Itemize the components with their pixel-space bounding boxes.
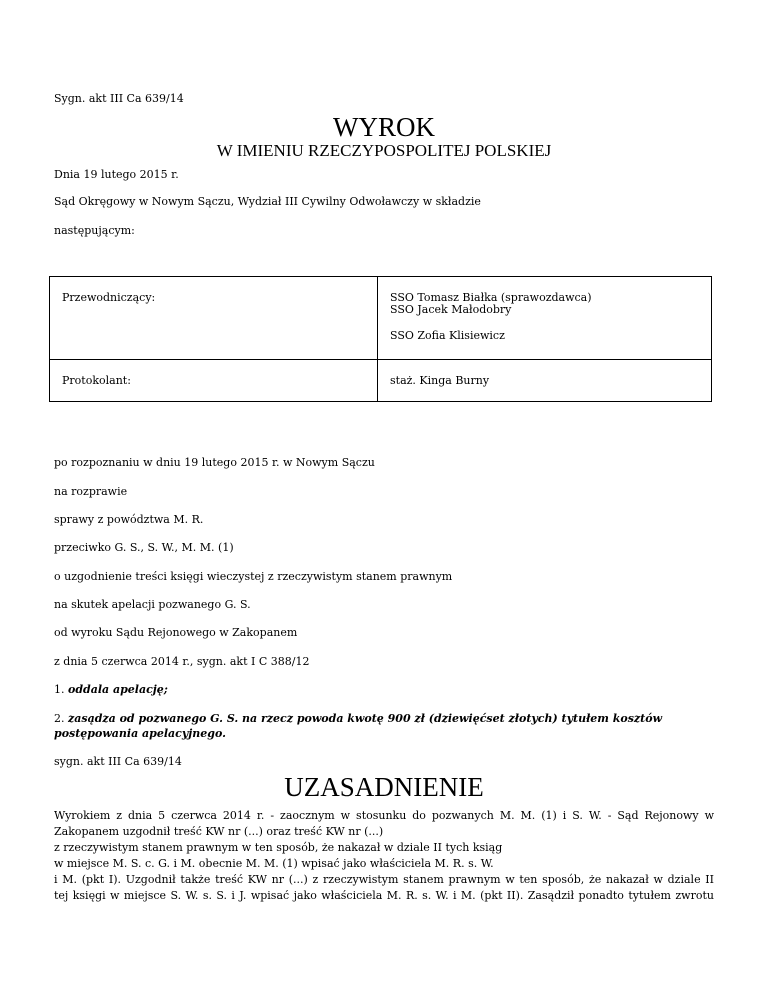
panel-judge-3: SSO Zofia Klisiewicz [390,329,505,342]
ruling-item-2 [54,712,662,726]
ruling-text: oddala apelację; [68,683,168,696]
panel-judge-1: SSO Tomasz Białka (sprawozdawca) [390,291,592,304]
justification-line: w miejsce M. S. c. G. i M. obecnie M. M. (1) wpisać jako właściciela M. R. s. W. [54,857,494,870]
document-heading: WYROK [333,112,435,142]
panel-row-clerk [50,360,712,402]
proceeding-line: po rozpoznaniu w dniu 19 lutego 2015 r. w Nowym Sączu [54,456,375,469]
proceeding-line: przeciwko G. S., S. W., M. M. (1) [54,541,234,554]
panel-judges-cell [378,277,712,360]
proceeding-line: na rozprawie [54,485,128,498]
panel-clerk-label-cell [50,360,378,402]
justification-line: Zakopanem uzgodnił treść KW nr (...) oraz treść KW nr (...) [54,825,384,838]
justification-line: Wyrokiem z dnia 5 czerwca 2014 r. - zaocznym w stosunku do pozwanych M. M. (1) i S. W. - Sąd Rejonowy w [54,809,714,822]
ruling-number: 1. [54,683,65,696]
document-subheading: W IMIENIU RZECZYPOSPOLITEJ POLSKIEJ [216,141,552,160]
panel-composition-table [49,276,712,402]
justification-heading: UZASADNIENIE [284,772,484,802]
panel-judge-2: SSO Jacek Małodobry [390,303,512,316]
court-line: Sąd Okręgowy w Nowym Sączu, Wydział III Cywilny Odwoławczy w składzie [54,195,481,208]
ruling-item-2-continued: postępowania apelacyjnego. [54,727,226,740]
ruling-number: 2. [54,712,65,725]
panel-row-chair [50,277,712,360]
justification-line: i M. (pkt I). Uzgodnił także treść KW nr (...) z rzeczywistym stanem prawnym w ten sposób, że nakazał w dziale II [54,873,714,886]
court-line-continued: następującym: [54,224,135,237]
case-signature-bottom: sygn. akt III Ca 639/14 [54,755,182,768]
ruling-text: zasądza od pozwanego G. S. na rzecz powoda kwotę 900 zł (dziewięćset złotych) tytułem kosztów [68,712,663,725]
proceeding-line: na skutek apelacji pozwanego G. S. [54,598,251,611]
panel-clerk-name-cell [378,360,712,402]
justification-paragraph [54,808,714,904]
justification-line: tej księgi w miejsce S. W. s. S. i J. wpisać jako właściciela M. R. s. W. i M. (pkt II). Zasądził ponadto tytułem zwrotu [54,889,714,902]
ruling-item-1 [54,683,168,697]
proceeding-line: od wyroku Sądu Rejonowego w Zakopanem [54,626,298,639]
panel-chair-label: Przewodniczący: [62,291,156,304]
case-signature-top: Sygn. akt III Ca 639/14 [54,92,184,105]
date-line: Dnia 19 lutego 2015 r. [54,168,179,181]
proceeding-line: z dnia 5 czerwca 2014 r., sygn. akt I C 388/12 [54,655,310,668]
panel-chair-label-cell [50,277,378,360]
justification-line: z rzeczywistym stanem prawnym w ten sposób, że nakazał w dziale II tych ksiąg [54,841,503,854]
panel-clerk-label: Protokolant: [62,374,131,387]
proceeding-line: o uzgodnienie treści księgi wieczystej z rzeczywistym stanem prawnym [54,570,453,583]
proceeding-line: sprawy z powództwa M. R. [54,513,204,526]
panel-clerk-name: staż. Kinga Burny [390,374,490,387]
